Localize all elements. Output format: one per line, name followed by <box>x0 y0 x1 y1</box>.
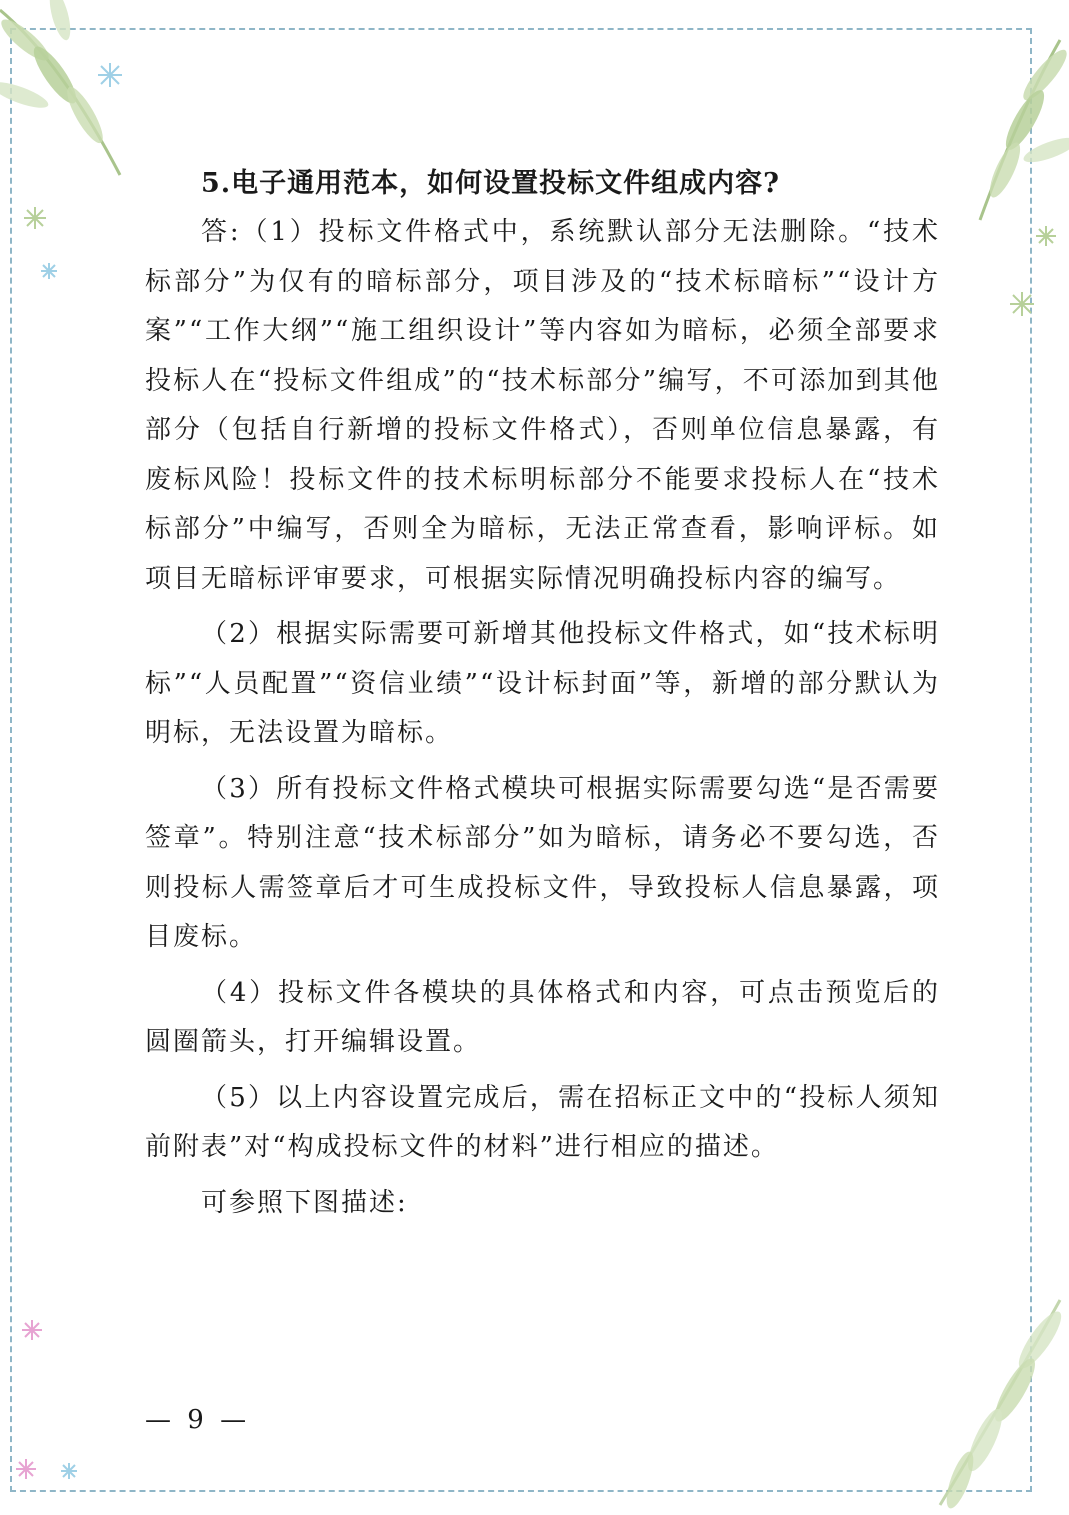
answer-paragraph-3: （3）所有投标文件格式模块可根据实际需要勾选“是否需要签章”。特别注意“技术标部分”如为暗标，请务必不要勾选，否则投标人需签章后才可生成投标文件，导致投标人信息暴露，项目废标。 <box>145 773 940 952</box>
answer-paragraph-1: 答:（1）投标文件格式中，系统默认部分无法删除。“技术标部分”为仅有的暗标部分，项目涉及的“技术标暗标”“设计方案”“工作大纲”“施工组织设计”等内容如为暗标，必须全部要求投标人在“投标文件组成”的“技术标部分”编写，不可添加到其他部分（包括自行新增的投标文件格式），否则单位信息暴露，有废标风险！投标文件的技术标明标部分不能要求投标人在“技术标部分”中编写，否则全为暗标，无法正常查看，影响评标。如项目无暗标评审要求，可根据实际情况明确投标内容的编写。 <box>145 217 940 594</box>
reference-note: 可参照下图描述: <box>201 1187 408 1218</box>
answer-paragraph-5: （5）以上内容设置完成后，需在招标正文中的“投标人须知前附表”对“构成投标文件的材料”进行相应的描述。 <box>145 1082 940 1162</box>
answer-paragraph-2: （2）根据实际需要可新增其他投标文件格式，如“技术标明标”“人员配置”“资信业绩”“设计标封面”等，新增的部分默认为明标，无法设置为暗标。 <box>145 619 940 748</box>
answer-paragraph-4: （4）投标文件各模块的具体格式和内容，可点击预览后的圆圈箭头，打开编辑设置。 <box>145 977 940 1057</box>
document-body <box>145 160 940 1234</box>
section-heading: 5.电子通用范本，如何设置投标文件组成内容? <box>201 168 781 199</box>
flower-decoration-right-2 <box>1035 225 1057 247</box>
page-number: — 9 — <box>145 1405 251 1435</box>
